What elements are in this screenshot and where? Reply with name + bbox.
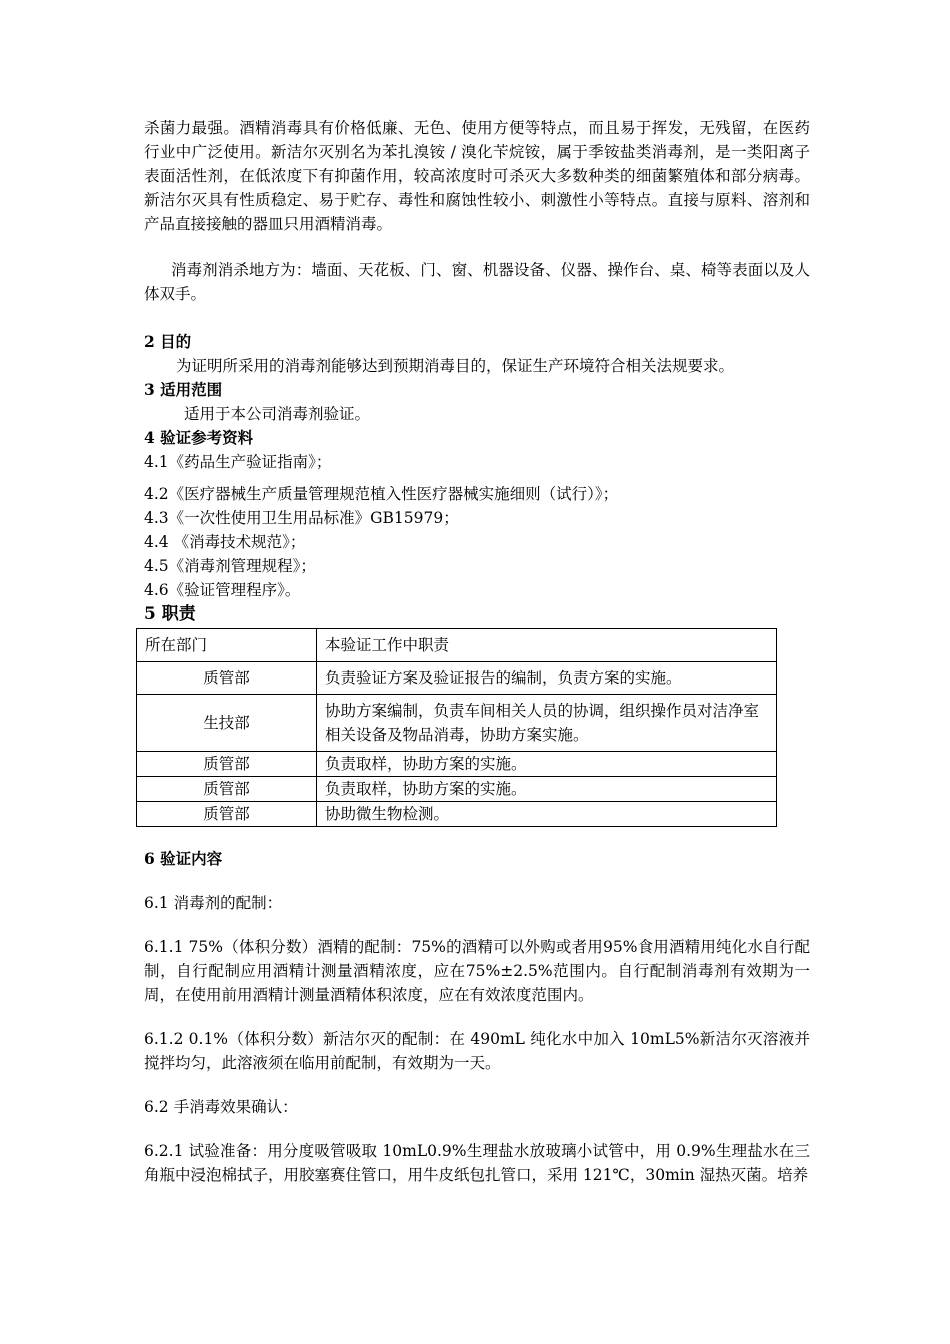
- table-row: [137, 662, 777, 695]
- reference-item: 4.1《药品生产验证指南》；: [144, 453, 332, 471]
- table-cell-dept: 生技部: [137, 695, 317, 752]
- section-6-2: 6.2 手消毒效果确认：: [144, 1098, 298, 1116]
- table-cell-duty: 协助方案编制，负责车间相关人员的协调，组织操作员对洁净室相关设备及物品消毒，协助方案实施。: [317, 695, 777, 752]
- document-page: [144, 116, 810, 1187]
- responsibility-table: [136, 628, 777, 827]
- reference-item: 4.6《验证管理程序》。: [144, 581, 301, 599]
- table-cell-dept: 质管部: [137, 802, 317, 827]
- table-header-row: [137, 629, 777, 662]
- reference-item: 4.3《一次性使用卫生用品标准》GB15979；: [144, 509, 459, 527]
- section-2-heading: 2 目的: [144, 332, 192, 351]
- table-cell-dept: 质管部: [137, 777, 317, 802]
- table-header-duty: 本验证工作中职责: [317, 629, 777, 662]
- section-6-2-1: 6.2.1 试验准备：用分度吸管吸取 10mL0.9%生理盐水放玻璃小试管中，用 0.9%生理盐水在三角瓶中浸泡棉拭子，用胶塞赛住管口，用牛皮纸包扎管口，采用 121℃，30min 湿热灭菌。培养: [144, 1142, 810, 1184]
- table-cell-duty: 协助微生物检测。: [317, 802, 777, 827]
- table-cell-dept: 质管部: [137, 662, 317, 695]
- section-3-heading: 3 适用范围: [144, 380, 223, 399]
- section-2-text: 为证明所采用的消毒剂能够达到预期消毒目的，保证生产环境符合相关法规要求。: [176, 357, 735, 375]
- section-6-heading: 6 验证内容: [144, 849, 223, 868]
- section-4-heading: 4 验证参考资料: [144, 428, 254, 447]
- intro-paragraph-1: 杀菌力最强。酒精消毒具有价格低廉、无色、使用方便等特点，而且易于挥发，无残留，在医药行业中广泛使用。新洁尔灭别名为苯扎溴铵 / 溴化苄烷铵，属于季铵盐类消毒剂，是一类阳离子表面活性剂，在低浓度下有抑菌作用，较高浓度时可杀灭大多数种类的细菌繁殖体和部分病毒。新洁尔灭具有性质稳定、易于贮存、毒性和腐蚀性较小、刺激性小等特点。直接与原料、溶剂和产品直接接触的器皿只用酒精消毒。: [144, 119, 810, 233]
- reference-item: 4.2《医疗器械生产质量管理规范植入性医疗器械实施细则（试行）》；: [144, 485, 619, 503]
- table-row: [137, 802, 777, 827]
- table-cell-duty: 负责验证方案及验证报告的编制，负责方案的实施。: [317, 662, 777, 695]
- table-header-dept: 所在部门: [137, 629, 317, 662]
- section-3-text: 适用于本公司消毒剂验证。: [184, 405, 371, 423]
- section-5-heading: 5 职责: [144, 604, 196, 624]
- section-6-1-2: 6.1.2 0.1%（体积分数）新洁尔灭的配制：在 490mL 纯化水中加入 10mL5%新洁尔灭溶液并搅拌均匀，此溶液须在临用前配制，有效期为一天。: [144, 1030, 810, 1072]
- reference-item: 4.5《消毒剂管理规程》；: [144, 557, 316, 575]
- section-6-1: 6.1 消毒剂的配制：: [144, 894, 283, 912]
- table-cell-duty: 负责取样，协助方案的实施。: [317, 777, 777, 802]
- reference-item: 4.4 《消毒技术规范》；: [144, 533, 306, 551]
- table-cell-dept: 质管部: [137, 752, 317, 777]
- table-row: [137, 777, 777, 802]
- section-6-1-1: 6.1.1 75%（体积分数）酒精的配制：75%的酒精可以外购或者用95%食用酒精用纯化水自行配制，自行配制应用酒精计测量酒精浓度，应在75%±2.5%范围内。自行配制消毒剂有效期为一周，在使用前用酒精计测量酒精体积浓度，应在有效浓度范围内。: [144, 938, 810, 1004]
- table-cell-duty: 负责取样，协助方案的实施。: [317, 752, 777, 777]
- intro-paragraph-2: 消毒剂消杀地方为：墙面、天花板、门、窗、机器设备、仪器、操作台、桌、椅等表面以及人体双手。: [144, 261, 810, 303]
- table-row: [137, 752, 777, 777]
- table-row: [137, 695, 777, 752]
